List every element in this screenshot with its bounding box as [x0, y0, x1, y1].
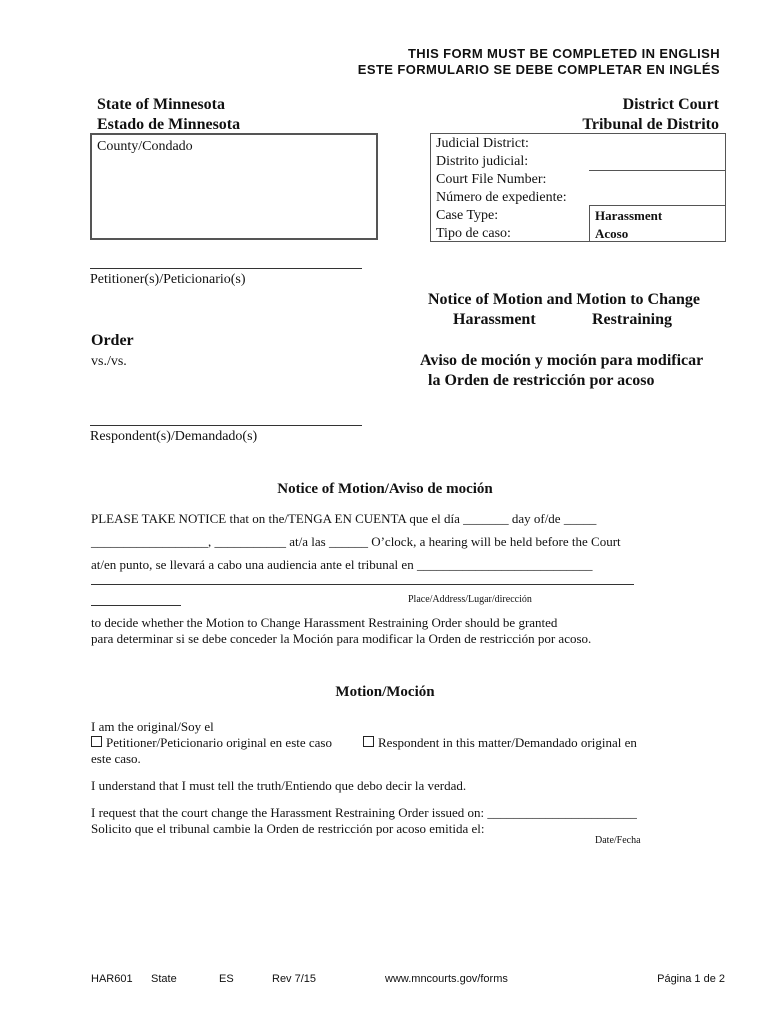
spanish-notice: ESTE FORMULARIO SE DEBE COMPLETAR EN INGLÉS [357, 62, 720, 77]
form-title-line1: Notice of Motion and Motion to Change [428, 291, 700, 308]
case-type-label: Case Type: [436, 208, 499, 223]
footer-state: State [151, 973, 177, 985]
court-title-es: Tribunal de Distrito [582, 116, 719, 133]
footer-form-id: HAR601 [91, 973, 133, 985]
option-respondent[interactable] [363, 734, 637, 751]
place-caption: Place/Address/Lugar/dirección [408, 594, 532, 605]
case-type-value: Harassment [595, 208, 663, 223]
petitioner-checkbox[interactable] [91, 736, 102, 747]
respondent-label: Respondent(s)/Demandado(s) [90, 429, 258, 444]
judicial-district-label: Judicial District: [436, 136, 529, 151]
notice-heading: Notice of Motion/Aviso de moción [277, 481, 493, 497]
truth-statement: I understand that I must tell the truth/Entiendo que debo decir la verdad. [91, 778, 467, 793]
form-title-harassment: Harassment [453, 311, 536, 328]
english-notice: THIS FORM MUST BE COMPLETED IN ENGLISH [407, 46, 720, 61]
form-title-es-line2: la Orden de restricción por acoso [428, 372, 655, 389]
request-en: I request that the court change the Harassment Restraining Order issued on: _______________________ [91, 805, 637, 820]
request-es: Solicito que el tribunal cambie la Orden de restricción por acoso emitida el: [91, 821, 485, 836]
tipo-caso-value: Acoso [595, 226, 629, 241]
judicial-district-field[interactable] [589, 170, 725, 171]
court-info-box [430, 133, 726, 242]
state-title-es: Estado de Minnesota [97, 116, 241, 133]
original-label: I am the original/Soy el [91, 719, 214, 734]
place-address-field[interactable] [91, 584, 634, 585]
este-caso-label: este caso. [91, 751, 141, 766]
notice-line1: PLEASE TAKE NOTICE that on the/TENGA EN CUENTA que el día _______ day of/de _____ [91, 511, 597, 526]
footer-language: ES [219, 973, 234, 985]
respondent-checkbox[interactable] [363, 736, 374, 747]
county-label: County/Condado [97, 139, 193, 154]
respondent-name-field[interactable] [90, 425, 362, 426]
court-file-number-field[interactable] [589, 205, 725, 206]
state-title: State of Minnesota [97, 96, 225, 113]
tipo-caso-label: Tipo de caso: [436, 226, 511, 241]
petitioner-name-field[interactable] [90, 268, 362, 269]
versus-label: vs./vs. [91, 354, 127, 369]
footer-url[interactable]: www.mncourts.gov/forms [385, 973, 508, 985]
form-title-restraining: Restraining [592, 311, 672, 328]
form-title-es-line1: Aviso de moción y moción para modificar [420, 352, 704, 369]
distrito-judicial-label: Distrito judicial: [436, 154, 529, 169]
form-title-order: Order [91, 332, 134, 349]
petitioner-label: Petitioner(s)/Peticionario(s) [90, 272, 246, 287]
notice-line3: at/en punto, se llevará a cabo una audiencia ante el tribunal en ___________________________ [91, 557, 593, 572]
option-respondent-label: Respondent in this matter/Demandado original en [378, 735, 637, 750]
decide-es: para determinar si se debe conceder la Moción para modificar la Orden de restricción por acoso. [91, 631, 592, 646]
date-caption: Date/Fecha [595, 835, 641, 846]
county-field[interactable] [90, 133, 378, 240]
notice-line2: __________________, ___________ at/a las ______ O’clock, a hearing will be held before the Court [91, 534, 621, 549]
court-title: District Court [622, 96, 719, 113]
footer-page-number: Página 1 de 2 [657, 973, 725, 985]
place-extra-field[interactable] [91, 605, 181, 606]
option-petitioner[interactable] [91, 734, 332, 751]
footer-revision: Rev 7/15 [272, 973, 317, 985]
decide-en: to decide whether the Motion to Change Harassment Restraining Order should be granted [91, 615, 558, 630]
numero-expediente-label: Número de expediente: [436, 190, 567, 205]
motion-heading: Motion/Moción [335, 684, 435, 700]
case-type-divider [589, 205, 590, 242]
option-petitioner-label: Petitioner/Peticionario original en este caso [106, 735, 332, 750]
court-file-number-label: Court File Number: [436, 172, 547, 187]
